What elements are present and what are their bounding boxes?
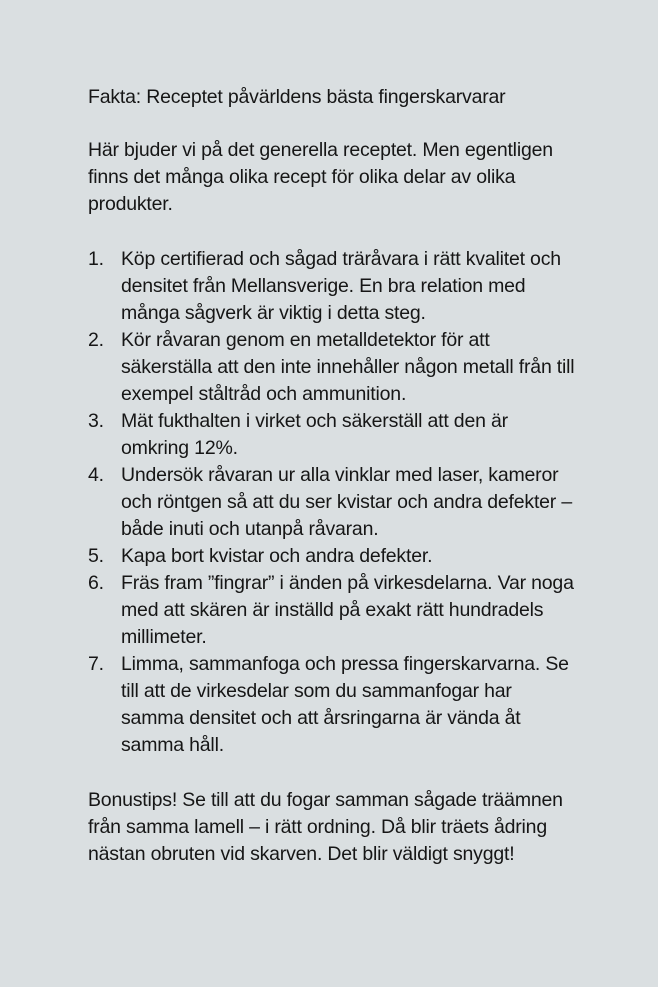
step-text: Mät fukthalten i virket och säkerställ att den är omkring 12%. (121, 410, 508, 459)
step-number: 7. (88, 653, 104, 675)
step-text: Limma, sammanfoga och pressa fingerskarvarna. Se till att de virkesdelar som du sammanfogar har samma densitet och att årsringarna är vända åt samma håll. (121, 653, 569, 756)
bonus-tip-paragraph: Bonustips! Se till att du fogar samman sågade träämnen från samma lamell – i rätt ordning. Då blir träets ådring nästan obruten vid skarven. Det blir väldigt snyggt! (88, 789, 563, 865)
step-text: Kör råvaran genom en metalldetektor för att säkerställa att den inte innehåller någon metall från till exempel ståltråd och ammunition. (121, 329, 575, 405)
step-number: 6. (88, 572, 104, 594)
step-number: 1. (88, 248, 104, 270)
list-item (88, 246, 578, 327)
list-item (88, 408, 578, 462)
fact-box (88, 84, 578, 868)
step-text: Köp certifierad och sågad träråvara i rätt kvalitet och densitet från Mellansverige. En bra relation med många sågverk är viktig i detta steg. (121, 248, 561, 324)
fact-title: Fakta: Receptet påvärldens bästa fingerskarvarar (88, 86, 506, 108)
list-item (88, 651, 578, 759)
list-item (88, 327, 578, 408)
step-number: 4. (88, 464, 104, 486)
list-item (88, 570, 578, 651)
intro-paragraph: Här bjuder vi på det generella receptet. Men egentligen finns det många olika recept för olika delar av olika produkter. (88, 139, 553, 215)
list-item (88, 543, 578, 570)
step-number: 3. (88, 410, 104, 432)
step-number: 2. (88, 329, 104, 351)
list-item (88, 462, 578, 543)
step-text: Undersök råvaran ur alla vinklar med laser, kameror och röntgen så att du ser kvistar och andra defekter – både inuti och utanpå råvaran. (121, 464, 572, 540)
step-number: 5. (88, 545, 104, 567)
step-text: Fräs fram ”fingrar” i änden på virkesdelarna. Var noga med att skären är inställd på exakt rätt hundradels millimeter. (121, 572, 574, 648)
recipe-steps-list (88, 246, 578, 759)
step-text: Kapa bort kvistar och andra defekter. (121, 545, 433, 567)
